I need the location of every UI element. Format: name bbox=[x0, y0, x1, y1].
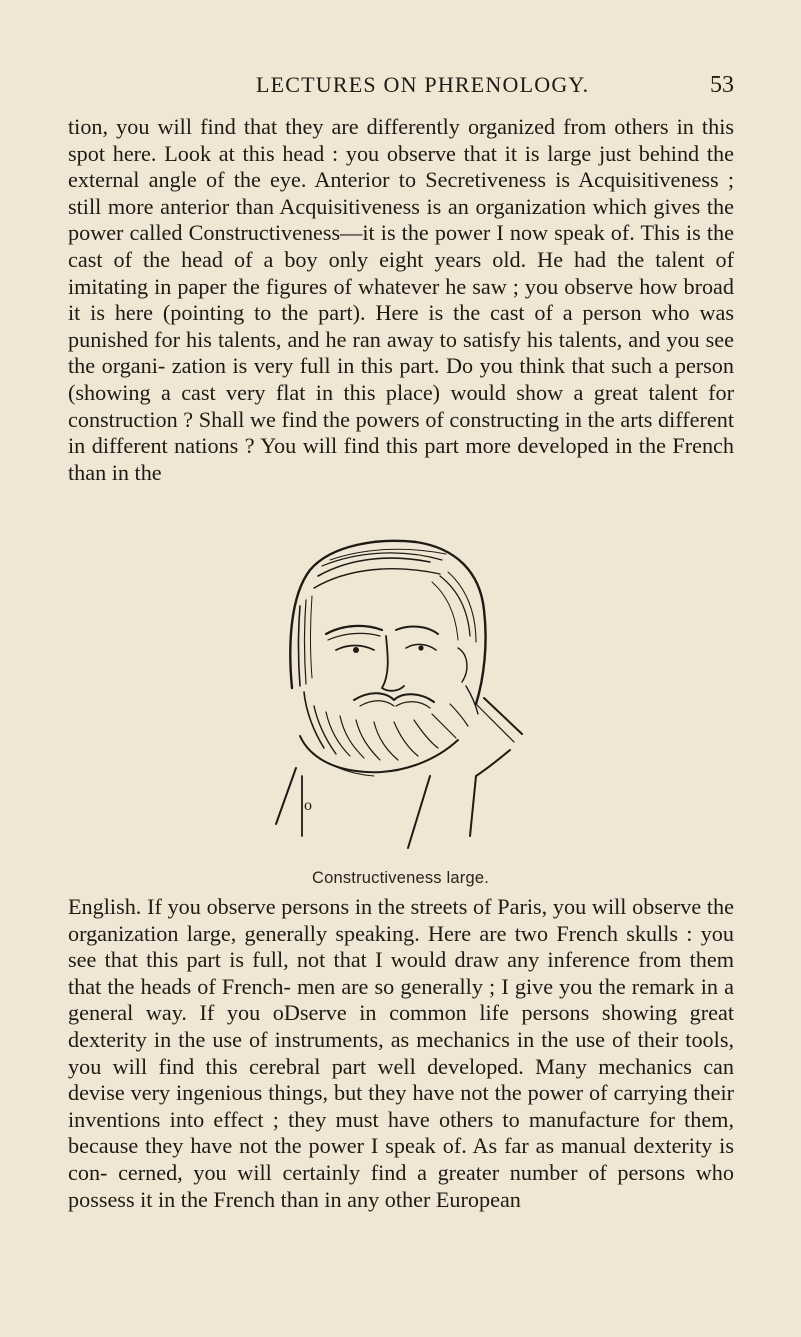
engraved-head-illustration-icon bbox=[270, 536, 530, 854]
figure-caption: Constructiveness large. bbox=[311, 869, 489, 887]
paragraph-bottom: English. If you observe persons in the streets of Paris, you will observe the organization large, generally speaking. Here are two French skulls : you see that this part is full, not that I would draw any inference from them that the heads of French- men are so generally ; I give you the remark in a general way. If you oDserve in common life persons showing great dexterity in the use of instruments, as mechanics in the use of their tools, you will find this cerebral part well developed. Many mechanics can devise very ingenious things, but they have not the power of carrying their inventions into effect ; they must have others to manufacture for them, because they have not the power I speak of. As far as manual dexterity is con- cerned, you will certainly find a greater number of persons who possess it in the French than in any other European bbox=[68, 894, 734, 1212]
running-head: LECTURES ON PHRENOLOGY. bbox=[256, 72, 590, 97]
page-number: 53 bbox=[710, 72, 734, 98]
paragraph-top: tion, you will find that they are differently organized from others in this spot here. Look at this head : you observe that it is large just behind the external angle of the eye. Anterior to Secretiveness is Acquisitiveness ; still more anterior than Acquisitiveness is an organization which gives the power called Constructiveness—it is the power I now speak of. This is the cast of the head of a boy only eight years old. He had the talent of imitating in paper the figures of whatever he saw ; you observe how broad it is here (pointing to the part). Here is the cast of a person who was punished for his talents, and he ran away to satisfy his talents, and you see the organi- zation is very full in this part. Do you think that such a person (showing a cast very flat in this place) would show a great talent for construction ? Shall we find the powers of constructing in the arts different in different nations ? You will find this part more developed in the French than in the bbox=[68, 114, 734, 485]
figure-marker-letter: o bbox=[304, 797, 312, 814]
